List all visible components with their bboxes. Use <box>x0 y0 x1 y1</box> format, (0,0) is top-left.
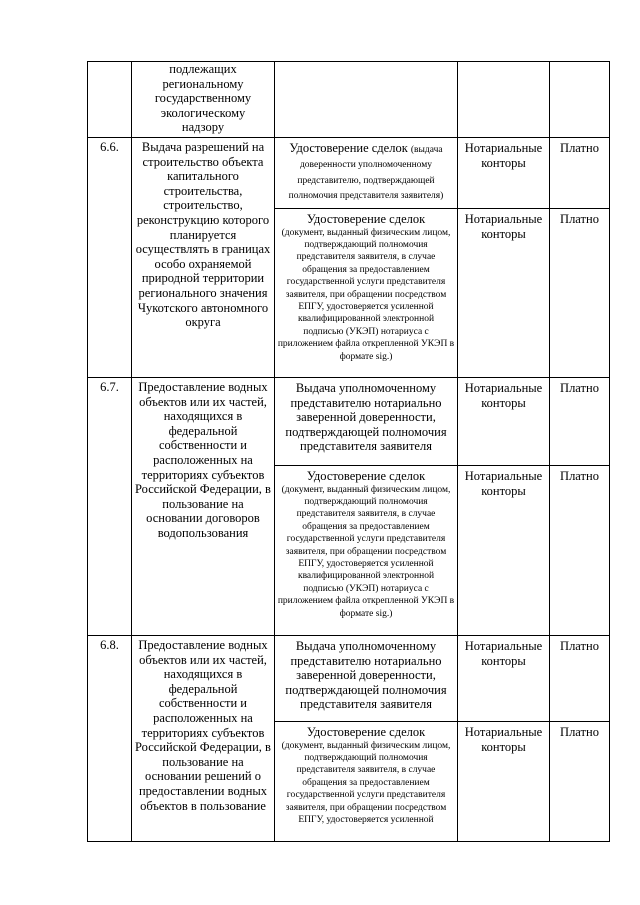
required-service <box>275 722 458 842</box>
service-note: (документ, выданный физическим лицом, подтверждающий полномочия представителя заявителя, в случае обращения за предоставлением государственной услуги представителя заявителя, при обращении посредством ЕПГУ, удостоверяется усиленной <box>281 740 451 826</box>
service-title: Удостоверение сделок <box>306 469 426 483</box>
service-name: подлежащих региональному государственному экологическому надзору <box>132 62 275 138</box>
payment <box>550 62 610 138</box>
service-title: Удостоверение сделок <box>306 212 426 226</box>
service-name: Выдача разрешений на строительство объекта капитального строительства, строительство, реконструкцию которого планируется осуществлять в границах особо охраняемой природной территории регионального значения Чукотского автономного округа <box>132 138 275 378</box>
service-title: Выдача уполномоченному представителю нотариально заверенной доверенности, подтверждающей полномочия представителя заявителя <box>285 639 447 712</box>
payment: Платно <box>550 466 610 636</box>
required-service <box>275 636 458 722</box>
institution: Нотариальные конторы <box>458 636 550 722</box>
institution: Нотариальные конторы <box>458 209 550 378</box>
institution: Нотариальные конторы <box>458 378 550 466</box>
payment: Платно <box>550 378 610 466</box>
institution <box>458 62 550 138</box>
row-number <box>88 62 132 138</box>
service-name: Предоставление водных объектов или их частей, находящихся в федеральной собственности и расположенных на территориях субъектов Российской Федерации, в пользование на основании решений о предоставлении водных объектов в пользование <box>132 636 275 842</box>
table-row <box>88 378 610 466</box>
payment: Платно <box>550 209 610 378</box>
service-note: (выдача доверенности уполномоченному представителю, подтверждающей полномочия представителя заявителя) <box>288 145 444 202</box>
table-row <box>88 62 610 138</box>
required-service <box>275 62 458 138</box>
service-note: (документ, выданный физическим лицом, подтверждающий полномочия представителя заявителя, в случае обращения за предоставлением государственной услуги представителя заявителя, при обращении посредством ЕПГУ, удостоверяется усиленной квалифицированной электронной подписью (УКЭП) нотариуса с приложением файла открепленной УКЭП в формате sig.) <box>277 227 455 362</box>
row-number: 6.6. <box>88 138 132 378</box>
payment: Платно <box>550 722 610 842</box>
required-service <box>275 138 458 209</box>
institution: Нотариальные конторы <box>458 138 550 209</box>
row-number: 6.8. <box>88 636 132 842</box>
institution: Нотариальные конторы <box>458 722 550 842</box>
institution: Нотариальные конторы <box>458 466 550 636</box>
service-title: Выдача уполномоченному представителю нотариально заверенной доверенности, подтверждающей полномочия представителя заявителя <box>285 381 447 454</box>
row-number: 6.7. <box>88 378 132 636</box>
required-service <box>275 378 458 466</box>
required-service <box>275 466 458 636</box>
service-note: (документ, выданный физическим лицом, подтверждающий полномочия представителя заявителя, в случае обращения за предоставлением государственной услуги представителя заявителя, при обращении посредством ЕПГУ, удостоверяется усиленной квалифицированной электронной подписью (УКЭП) нотариуса с приложением файла открепленной УКЭП в формате sig.) <box>277 484 455 619</box>
table-row <box>88 138 610 209</box>
payment: Платно <box>550 636 610 722</box>
service-title: Удостоверение сделок <box>306 725 426 739</box>
table-row <box>88 636 610 722</box>
service-title: Удостоверение сделок <box>289 141 408 155</box>
services-table <box>87 61 610 842</box>
payment: Платно <box>550 138 610 209</box>
service-name: Предоставление водных объектов или их частей, находящихся в федеральной собственности и расположенных на территориях субъектов Российской Федерации, в пользование на основании договоров водопользования <box>132 378 275 636</box>
required-service <box>275 209 458 378</box>
